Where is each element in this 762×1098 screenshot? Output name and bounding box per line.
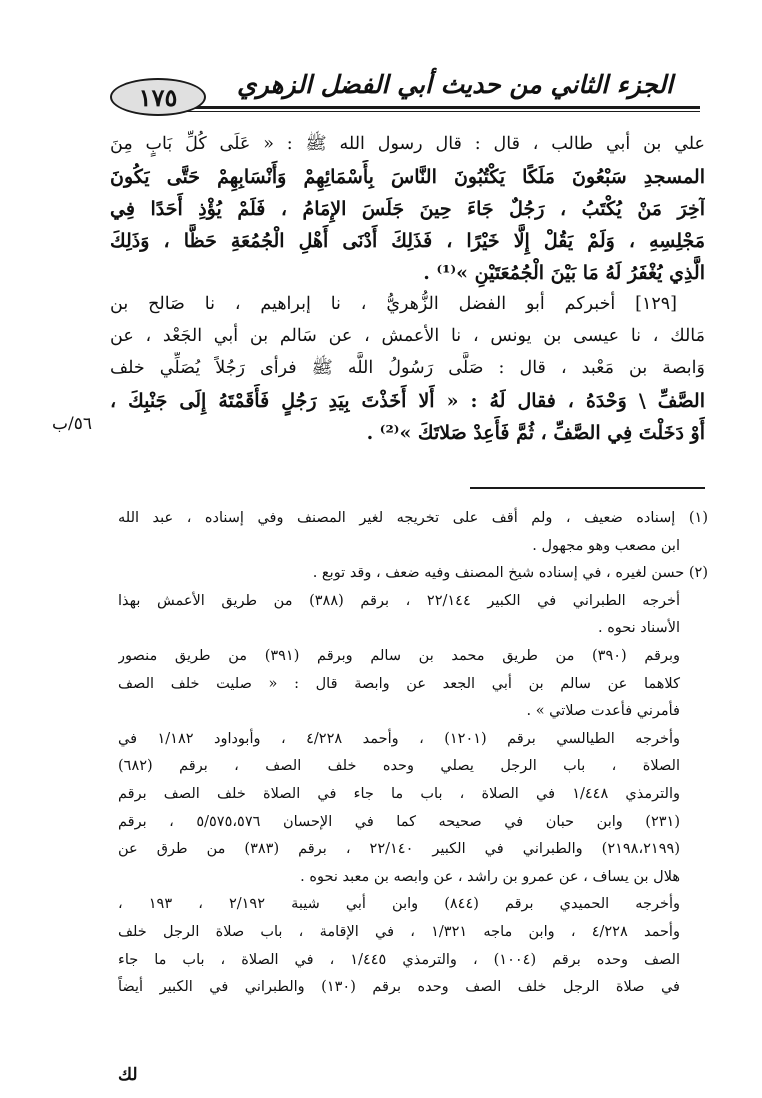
text-line: [١٢٩] أخبركم أبو الفضل الزُّهريُّ ، نا إبراهيم ، نا صَالح بن xyxy=(110,294,677,314)
footnote-line: وأحمد ٤/٢٢٨ ، وابن ماجه ١/٣٢١ ، في الإقامة ، باب صلاة الرجل خلف xyxy=(118,923,680,940)
footnote-line: وأخرجه الطيالسي برقم (١٢٠١) ، وأحمد ٤/٢٢٨ ، وأبوداود ١/١٨٢ في xyxy=(118,730,680,747)
footnote-line: وبرقم (٣٩٠) من طريق محمد بن سالم وبرقم (٣٩١) من طريق منصور xyxy=(118,647,680,664)
text-line: الَّذِي يُغْفَرُ لَهُ مَا بَيْنَ الْجُمُعَتَيْنِ »⁽¹⁾ . xyxy=(423,262,705,284)
page-header xyxy=(110,62,700,112)
header-rule-thin xyxy=(150,111,700,112)
footnote-line: أخرجه الطبراني في الكبير ٢٢/١٤٤ ، برقم (٣٨٨) من طريق الأعمش بهذا xyxy=(118,592,680,609)
footnote-line: الصلاة ، باب الرجل يصلي وحده خلف الصف ، برقم (٦٨٢) xyxy=(118,758,680,775)
text-line: الصَّفِّ \ وَحْدَهُ ، فقال لَهُ : « أَلا أَخَذْتَ بِيَدِ رَجُلٍ فَأَقَمْتَهُ إِلَى جَنْبِكَ ، xyxy=(110,390,705,412)
footnotes xyxy=(118,505,708,1002)
text-line: مَالك ، نا عيسى بن يونس ، نا الأعمش ، عن سَالم بن أبي الجَعْد ، عن xyxy=(110,326,705,346)
footnote-line: كلاهما عن سالم بن أبي الجعد عن وابصة قال : « صليت خلف الصف xyxy=(118,675,680,692)
footnote-line: الأسناد نحوه . xyxy=(597,620,680,637)
footnote-line: (١) إسناده ضعيف ، ولم أقف على تخريجه لغير المصنف وفي إسناده ، عبد الله xyxy=(118,510,708,526)
main-text xyxy=(110,128,705,448)
footnote-line: (٢١٩٨،٢١٩٩) والطبراني في الكبير ٢٢/١٤٠ ، برقم (٣٨٣) من طرق عن xyxy=(118,841,680,858)
footnote-line: (٢) حسن لغيره ، في إسناده شيخ المصنف وفيه ضعف ، وقد توبع . xyxy=(312,565,708,582)
manuscript-folio-note: ٥٦/ب xyxy=(52,414,92,434)
footnote-line: فأمرني فأعدت صلاتي » . xyxy=(526,703,680,720)
footnote-line: ابن مصعب وهو مجهول . xyxy=(532,537,680,554)
footnote-line: (٢٣١) وابن حبان في صحيحه كما في الإحسان ٥/٥٧٥،٥٧٦ ، برقم xyxy=(118,813,680,830)
text-line: علي بن أبي طالب ، قال : قال رسول الله ﷺ : « عَلَى كُلِّ بَابٍ مِنَ xyxy=(110,134,705,154)
footnote-line: في صلاة الرجل خلف الصف وحده برقم (١٣٠) والطبراني في الكبير أيضاً xyxy=(118,979,680,996)
footnote-line: الصف وحده برقم (١٠٠٤) ، والترمذي ١/٤٤٥ ، في الصلاة ، باب ما جاء xyxy=(118,951,680,968)
running-title: الجزء الثاني من حديث أبي الفضل الزهري xyxy=(237,69,673,99)
footnote-line: هلال بن يساف ، عن عمرو بن راشد ، عن وابصه بن معبد نحوه . xyxy=(300,868,680,885)
footnote-line: وأخرجه الحميدي برقم (٨٤٤) وابن أبي شيبة ٢/١٩٢ ، ١٩٣ ، xyxy=(118,896,680,913)
text-line: أَوْ دَخَلْتَ فِي الصَّفِّ ، ثُمَّ فَأَعِدْ صَلاتَكَ »⁽²⁾ . xyxy=(366,422,705,444)
footnote-line: والترمذي ١/٤٤٨ في الصلاة ، باب ما جاء في الصلاة خلف الصف برقم xyxy=(118,785,680,802)
text-line: وَابصة بن مَعْبد ، قال : صَلَّى رَسُولُ اللَّه ﷺ فرأى رَجُلاً يُصَلِّي خلف xyxy=(110,358,705,378)
catchword: لك xyxy=(118,1065,138,1085)
text-line: مَجْلِسِهِ ، وَلَمْ يَقُلْ إِلَّا خَيْرًا ، فَذَلِكَ أَدْنَى أَهْلِ الْجُمُعَةِ حَظًّا ، وَذَلِكَ xyxy=(110,230,705,252)
footnote-divider xyxy=(470,487,705,489)
text-line: المسجدِ سَبْعُونَ مَلَكًا يَكْتُبُونَ النَّاسَ بِأَسْمَائِهِمْ وَأَنْسَابِهِمْ حَتَّى يَكُونَ xyxy=(110,166,705,188)
text-line: آخِرَ مَنْ يُكْتَبُ ، رَجُلٌ جَاءَ حِينَ جَلَسَ الإِمَامُ ، فَلَمْ يُؤْذِ أَحَدًا فِي xyxy=(110,198,705,220)
page-number-badge: ١٧٥ xyxy=(110,78,206,116)
header-rule xyxy=(150,106,700,109)
